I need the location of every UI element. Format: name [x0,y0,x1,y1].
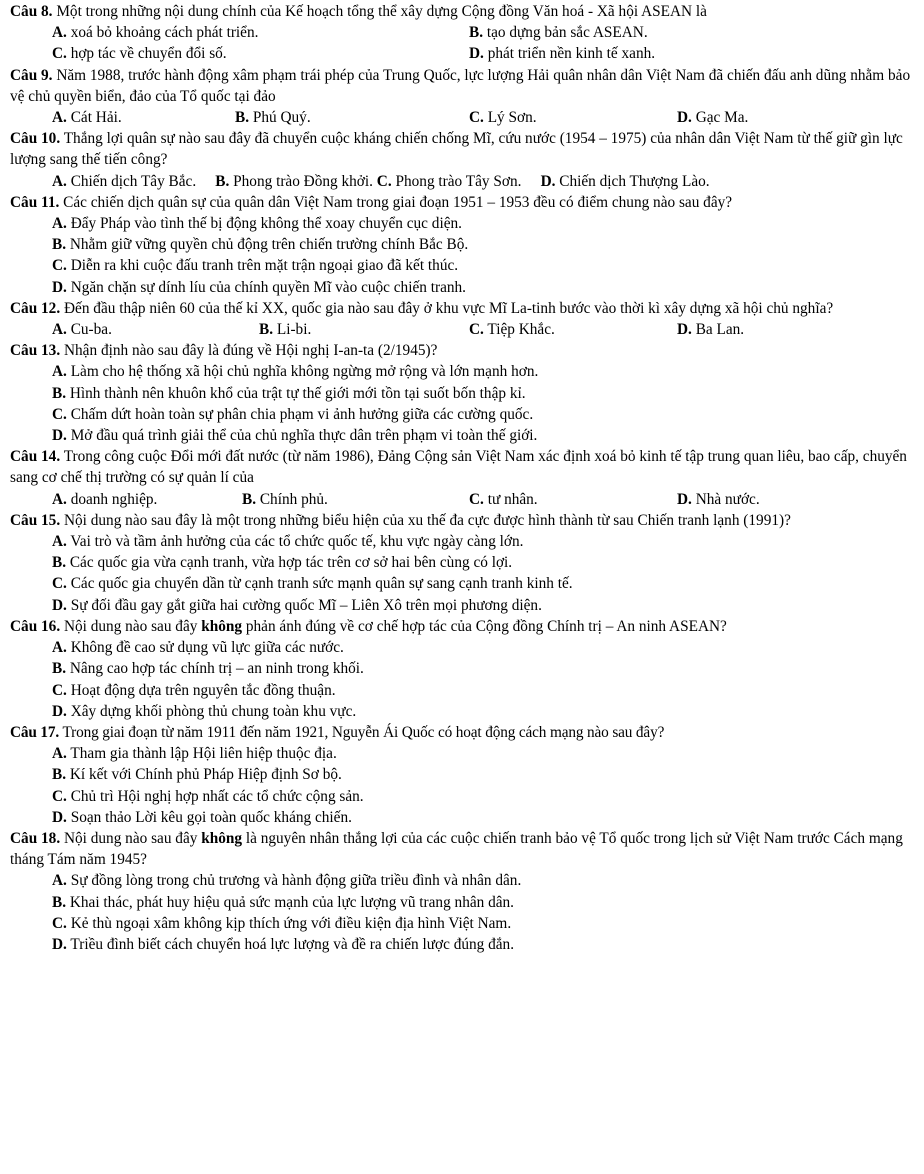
question-text: Đến đầu thập niên 60 của thế kỉ XX, quốc gia nào sau đây ở khu vực Mĩ La-tinh bước vào thời kì xây dựng xã hội chủ nghĩa? [60,299,834,317]
question-stem [10,298,914,319]
option-c: C. Tiệp Khắc. [469,321,555,339]
question-12 [10,298,914,340]
question-text: Nội dung nào sau đây là một trong những biểu hiện của xu thế đa cực được hình thành từ sau Chiến tranh lạnh (1991)? [60,511,791,529]
options-row [10,171,914,192]
option-a: A. Vai trò và tầm ảnh hưởng của các tổ chức quốc tế, khu vực ngày càng lớn. [52,533,524,551]
options-row [10,489,914,510]
option-c: C. Chủ trì Hội nghị hợp nhất các tổ chức cộng sản. [52,787,364,805]
question-text: Nội dung nào sau đây [60,829,202,847]
option-a: A. Tham gia thành lập Hội liên hiệp thuộc địa. [52,745,337,763]
option-c: C. Diễn ra khi cuộc đấu tranh trên mặt trận ngoại giao đã kết thúc. [52,257,459,275]
question-number: Câu 16. [10,617,61,635]
question-number: Câu 18. [10,829,61,847]
option-b: B. Li-bi. [259,321,312,339]
question-16 [10,616,914,722]
option-d: D. Mở đầu quá trình giải thể của chủ nghĩa thực dân trên phạm vi toàn thế giới. [52,427,538,445]
question-9 [10,65,914,129]
question-stem [10,722,914,743]
question-10 [10,128,914,192]
question-number: Câu 13. [10,342,61,360]
option-b: B. Chính phủ. [242,490,328,508]
question-number: Câu 17. [10,723,60,741]
option-a: A. Chiến dịch Tây Bắc. [52,172,197,190]
question-13 [10,340,914,446]
question-text: Một trong những nội dung chính của Kế hoạch tổng thể xây dựng Cộng đồng Văn hoá - Xã hội ASEAN là [52,3,707,20]
question-number: Câu 14. [10,448,61,466]
option-d: D. Chiến dịch Thượng Lào. [540,172,710,190]
option-c: C. Phong trào Tây Sơn. [376,172,522,190]
question-text: là nguyên nhân thắng lợi của các cuộc chiến tranh bảo vệ Tổ quốc trong lịch sử Việt Nam trước Cách mạng tháng Tám năm 1945? [10,829,903,869]
question-14 [10,446,914,510]
option-b: B. Phú Quý. [235,109,311,127]
question-stem [10,616,914,637]
question-stem [10,192,914,213]
option-d: D. Sự đối đầu gay gắt giữa hai cường quốc Mĩ – Liên Xô trên mọi phương diện. [52,596,542,614]
options-row [10,43,914,64]
question-stem [10,510,914,531]
options-row [10,22,914,43]
question-stem [10,1,914,22]
option-a: A. xoá bỏ khoảng cách phát triển. [52,24,259,42]
option-c: C. hợp tác về chuyển đổi số. [52,45,227,63]
option-d: D. Gạc Ma. [677,109,749,127]
question-11 [10,192,914,298]
question-number: Câu 11. [10,193,60,211]
question-number: Câu 9. [10,66,53,84]
options-row [10,319,914,340]
question-text: Trong công cuộc Đổi mới đất nước (từ năm 1986), Đảng Cộng sản Việt Nam xác định xoá bỏ kinh tế tập trung quan liêu, bao cấp, chuyển sang cơ chế thị trường có sự quản lí của [10,448,907,487]
question-number: Câu 15. [10,511,61,529]
option-d: D. Nhà nước. [677,490,760,508]
question-stem [10,446,914,488]
option-b: B. tạo dựng bản sắc ASEAN. [469,24,648,42]
negation-emphasis: không [201,829,243,847]
question-number: Câu 8. [10,3,53,20]
question-number: Câu 10. [10,130,61,148]
option-a: A. Cu-ba. [52,321,112,339]
option-d: D. Soạn thảo Lời kêu gọi toàn quốc kháng chiến. [52,808,352,826]
option-a: A. Sự đồng lòng trong chủ trương và hành động giữa triều đình và nhân dân. [52,872,522,890]
option-d: D. Xây dựng khối phòng thủ chung toàn khu vực. [52,702,357,720]
option-b: B. Phong trào Đồng khởi. [215,172,373,190]
option-b: B. Các quốc gia vừa cạnh tranh, vừa hợp tác trên cơ sở hai bên cùng có lợi. [52,554,513,572]
option-a: A. Làm cho hệ thống xã hội chủ nghĩa không ngừng mở rộng và lớn mạnh hơn. [52,363,539,381]
option-b: B. Nhằm giữ vững quyền chủ động trên chiến trường chính Bắc Bộ. [52,236,469,254]
question-text: Các chiến dịch quân sự của quân dân Việt Nam trong giai đoạn 1951 – 1953 đều có điểm chung nào sau đây? [59,193,733,211]
question-stem [10,828,914,870]
question-text: Nhận định nào sau đây là đúng về Hội nghị I-an-ta (2/1945)? [60,342,438,360]
option-c: C. Lý Sơn. [469,109,537,127]
question-stem [10,65,914,107]
question-text: Nội dung nào sau đây [60,617,202,635]
question-stem [10,128,914,170]
question-text: Năm 1988, trước hành động xâm phạm trái phép của Trung Quốc, lực lượng Hải quân nhân dân Việt Nam đã chiến đấu anh dũng nhằm bảo vệ chủ quyền biển, đảo của Tổ quốc tại đảo [10,66,911,105]
option-b: B. Khai thác, phát huy hiệu quả sức mạnh của lực lượng vũ trang nhân dân. [52,893,515,911]
question-text: Trong giai đoạn từ năm 1911 đến năm 1921, Nguyễn Ái Quốc có hoạt động cách mạng nào sau đây? [59,723,665,741]
question-8 [10,1,914,65]
option-a: A. doanh nghiệp. [52,490,158,508]
question-text: Thắng lợi quân sự nào sau đây đã chuyển cuộc kháng chiến chống Mĩ, cứu nước (1954 – 1975) của nhân dân Việt Nam từ thế giữ gìn lực lượng sang thế tiến công? [10,130,903,169]
option-d: D. Ngăn chặn sự dính líu của chính quyền Mĩ vào cuộc chiến tranh. [52,278,466,296]
question-text: phản ánh đúng về cơ chế hợp tác của Cộng đồng Chính trị – An ninh ASEAN? [242,617,727,635]
question-17 [10,722,914,828]
option-a: A. Đẩy Pháp vào tình thế bị động không thể xoay chuyển cục diện. [52,215,462,233]
option-d: D. phát triển nền kinh tế xanh. [469,45,656,63]
option-d: D. Triều đình biết cách chuyển hoá lực lượng và đề ra chiến lược đúng đắn. [52,935,515,953]
question-number: Câu 12. [10,299,61,317]
options-row [10,107,914,128]
option-c: C. Kẻ thù ngoại xâm không kịp thích ứng với điều kiện địa hình Việt Nam. [52,914,512,932]
option-a: A. Không đề cao sử dụng vũ lực giữa các nước. [52,639,344,657]
negation-emphasis: không [201,617,243,635]
option-b: B. Kí kết với Chính phủ Pháp Hiệp định Sơ bộ. [52,766,342,784]
question-stem [10,340,914,361]
option-c: C. Hoạt động dựa trên nguyên tắc đồng thuận. [52,681,336,699]
option-d: D. Ba Lan. [677,321,745,339]
option-b: B. Hình thành nên khuôn khổ của trật tự thế giới mới tồn tại suốt bốn thập kỉ. [52,384,526,402]
option-c: C. Các quốc gia chuyển dần từ cạnh tranh sức mạnh quân sự sang cạnh tranh kinh tế. [52,575,573,593]
question-15 [10,510,914,616]
option-a: A. Cát Hải. [52,109,122,127]
option-c: C. tư nhân. [469,490,538,508]
option-b: B. Nâng cao hợp tác chính trị – an ninh trong khối. [52,660,364,678]
question-18 [10,828,914,955]
option-c: C. Chấm dứt hoàn toàn sự phân chia phạm vi ảnh hưởng giữa các cường quốc. [52,405,534,423]
